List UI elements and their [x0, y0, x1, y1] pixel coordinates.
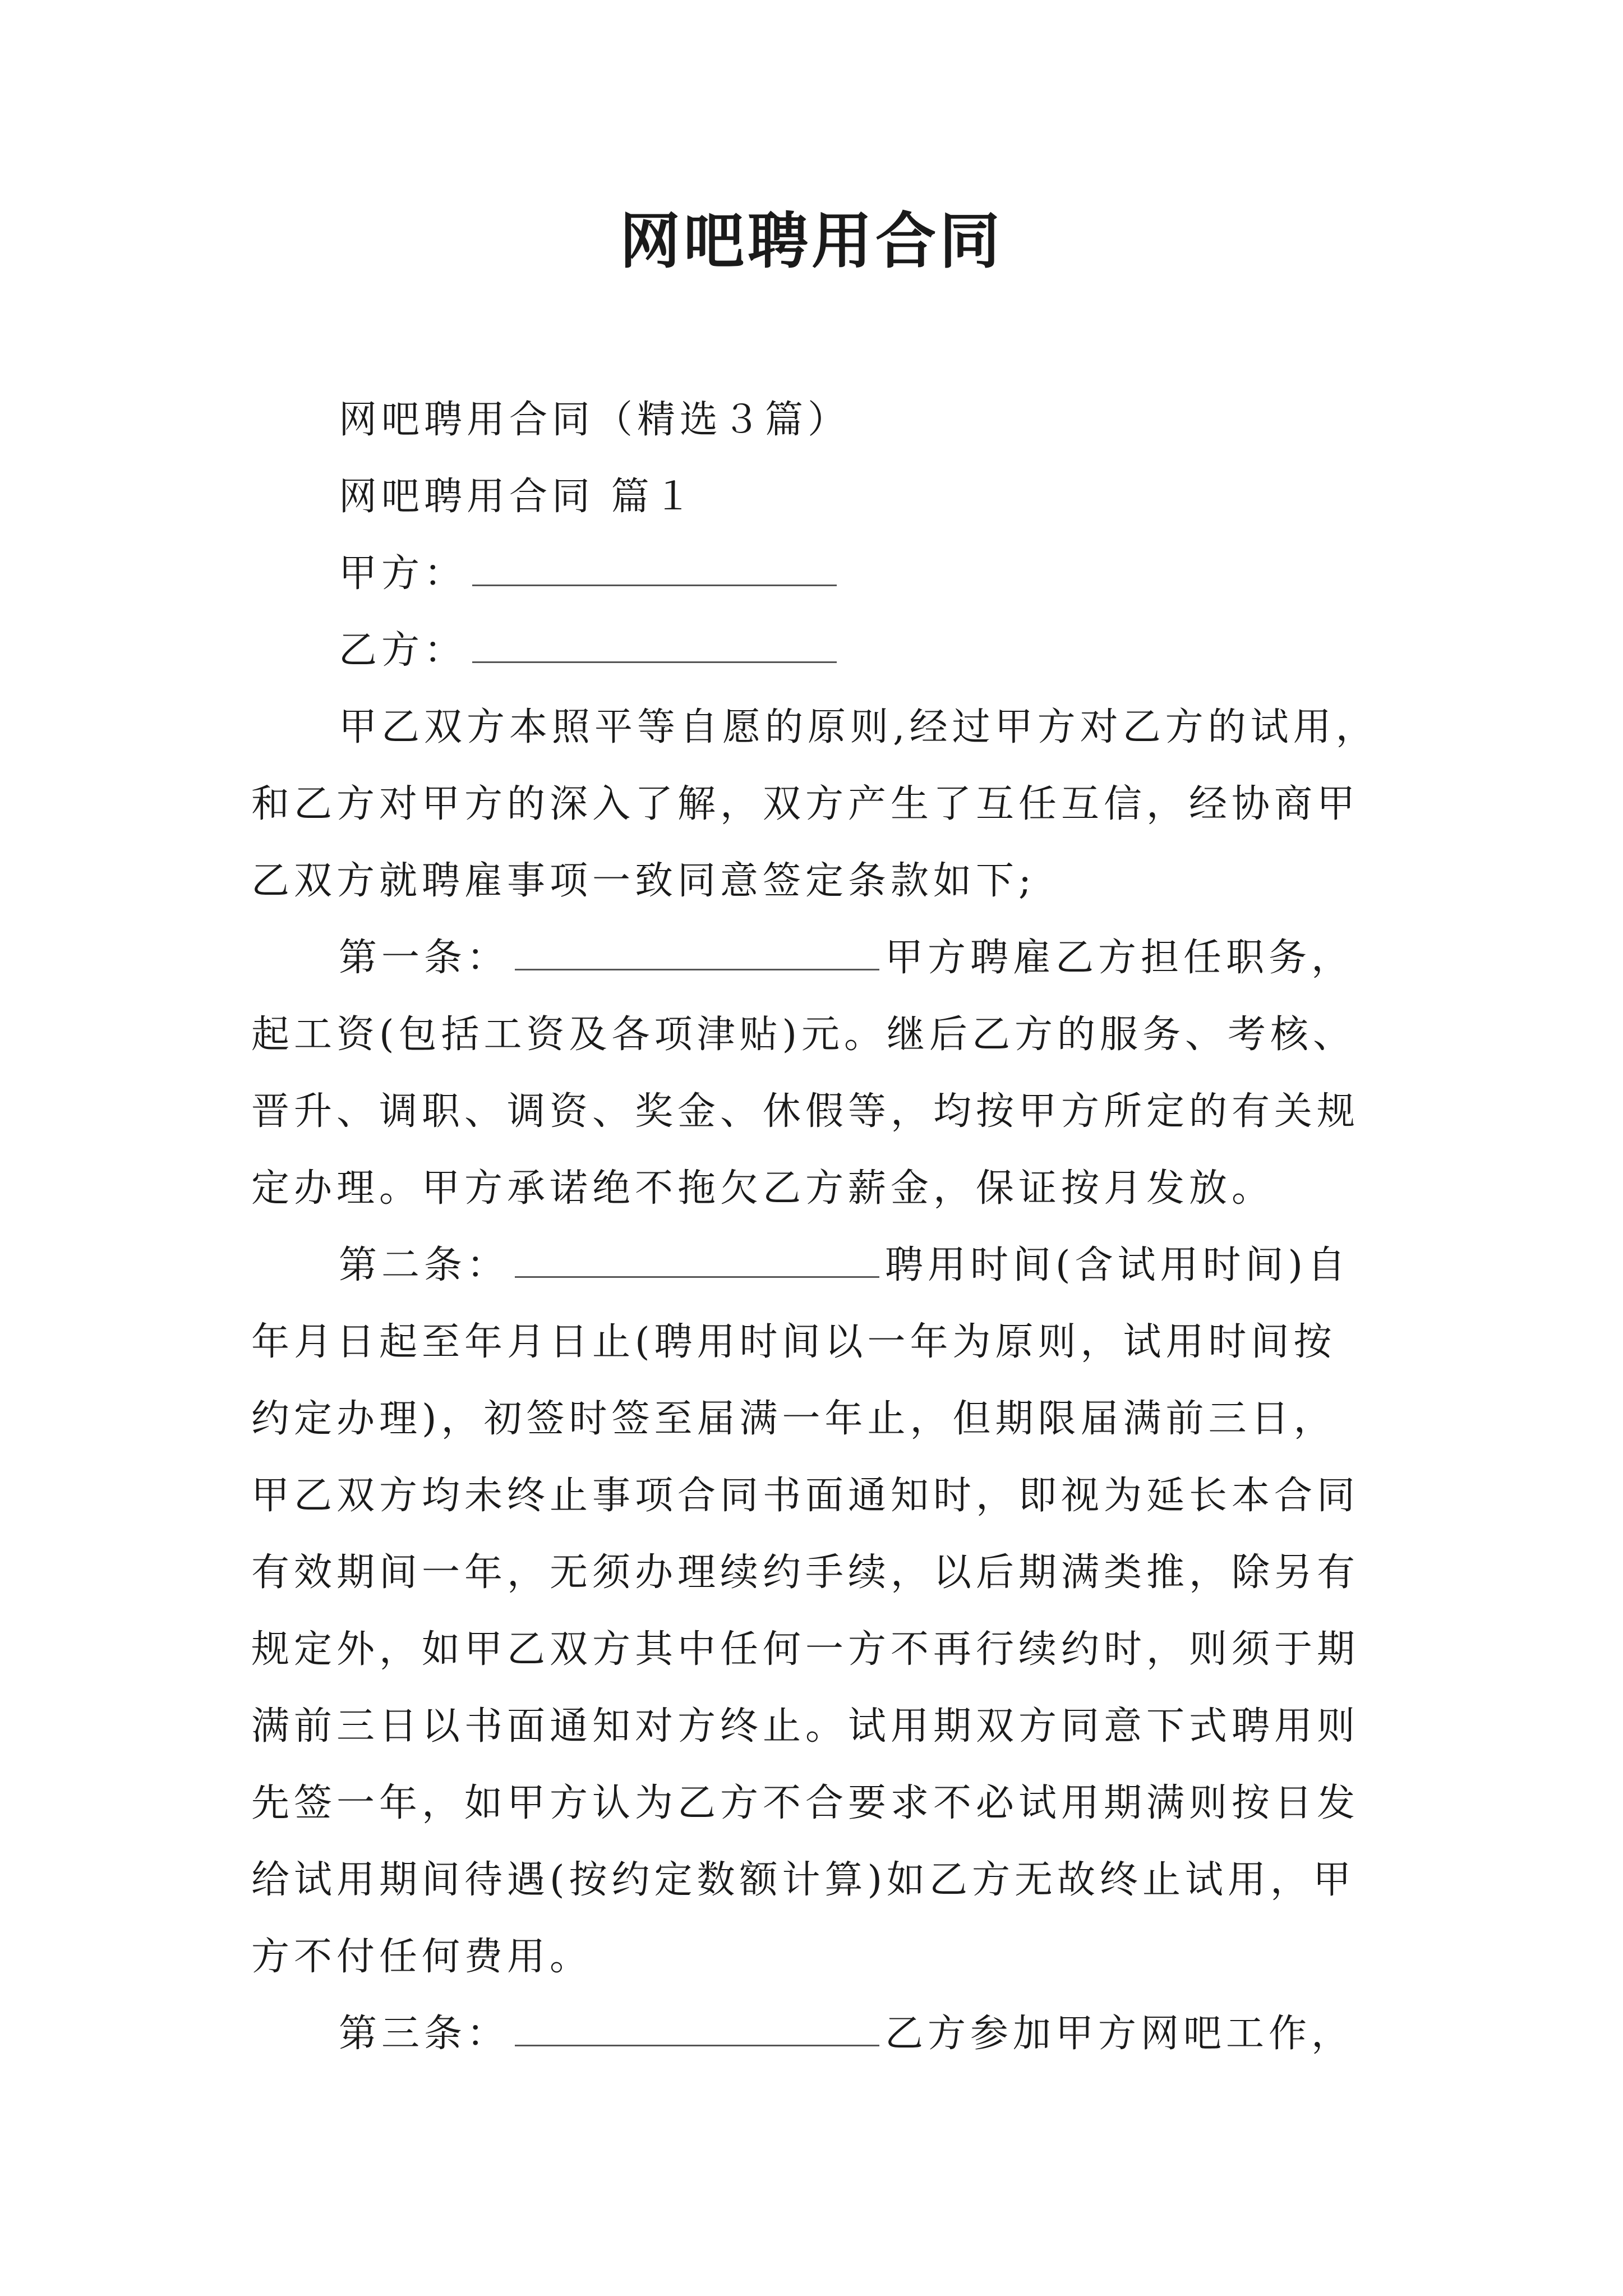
party-a-blank	[472, 551, 837, 586]
party-a-line	[251, 535, 1400, 612]
document-title: 网吧聘用合同	[619, 206, 1003, 277]
article2-line: 先签一年，如甲方认为乙方不合要求不必试用期满则按日发	[251, 1781, 1360, 1825]
article3-label: 第三条：	[339, 2012, 510, 2056]
article1-first-line	[251, 919, 1400, 996]
article1-line: 定办理。甲方承诺绝不拖欠乙方薪金，保证按月发放。	[251, 1166, 1275, 1211]
party-b-line	[251, 612, 1400, 689]
article2-line: 方不付任何费用。	[251, 1935, 593, 1979]
article2-line: 年月日起至年月日止(聘用时间以一年为原则，试用时间按	[251, 1320, 1336, 1364]
article2-line: 给试用期间待遇(按约定数额计算)如乙方无故终止试用，甲	[251, 1858, 1356, 1902]
article2-blank	[515, 1243, 879, 1278]
article2-first-text: 聘用时间(含试用时间)自	[885, 1243, 1350, 1287]
intro-line: 和乙方对甲方的深入了解，双方产生了互任互信，经协商甲	[251, 782, 1360, 826]
article3-blank	[515, 2011, 879, 2046]
article2-line: 满前三日以书面通知对方终止。试用期双方同意下式聘用则	[251, 1704, 1360, 1749]
article2-first-line	[251, 1227, 1400, 1304]
document-body	[251, 381, 1400, 2072]
article2-label: 第二条：	[339, 1243, 510, 1287]
article2-line: 甲乙双方均未终止事项合同书面通知时，即视为延长本合同	[251, 1474, 1360, 1518]
article1-line: 起工资(包括工资及各项津贴)元。继后乙方的服务、考核、	[251, 1013, 1356, 1057]
party-b-label: 乙方：	[339, 628, 467, 673]
part-heading: 网吧聘用合同 篇１	[339, 475, 697, 519]
article1-blank	[515, 935, 879, 970]
party-b-blank	[472, 628, 837, 663]
article1-line: 晋升、调职、调资、奖金、休假等，均按甲方所定的有关规	[251, 1089, 1360, 1134]
article3-first-text: 乙方参加甲方网吧工作，	[885, 2012, 1354, 2056]
article2-line: 约定办理)，初签时签至届满一年止，但期限届满前三日，	[251, 1397, 1336, 1441]
article2-line: 规定外，如甲乙双方其中任何一方不再行续约时，则须于期	[251, 1627, 1360, 1672]
intro-line: 甲乙双方本照平等自愿的原则,经过甲方对乙方的试用，	[339, 705, 1378, 749]
article1-first-text: 甲方聘雇乙方担任职务，	[885, 936, 1354, 980]
article2-line: 有效期间一年，无须办理续约手续，以后期满类推，除另有	[251, 1550, 1360, 1595]
article3-first-line	[251, 1995, 1400, 2072]
intro-line: 乙双方就聘雇事项一致同意签定条款如下;	[251, 859, 1036, 903]
party-a-label: 甲方：	[339, 551, 467, 596]
subtitle-line: 网吧聘用合同（精选３篇）	[339, 398, 851, 442]
article1-label: 第一条：	[339, 936, 510, 980]
